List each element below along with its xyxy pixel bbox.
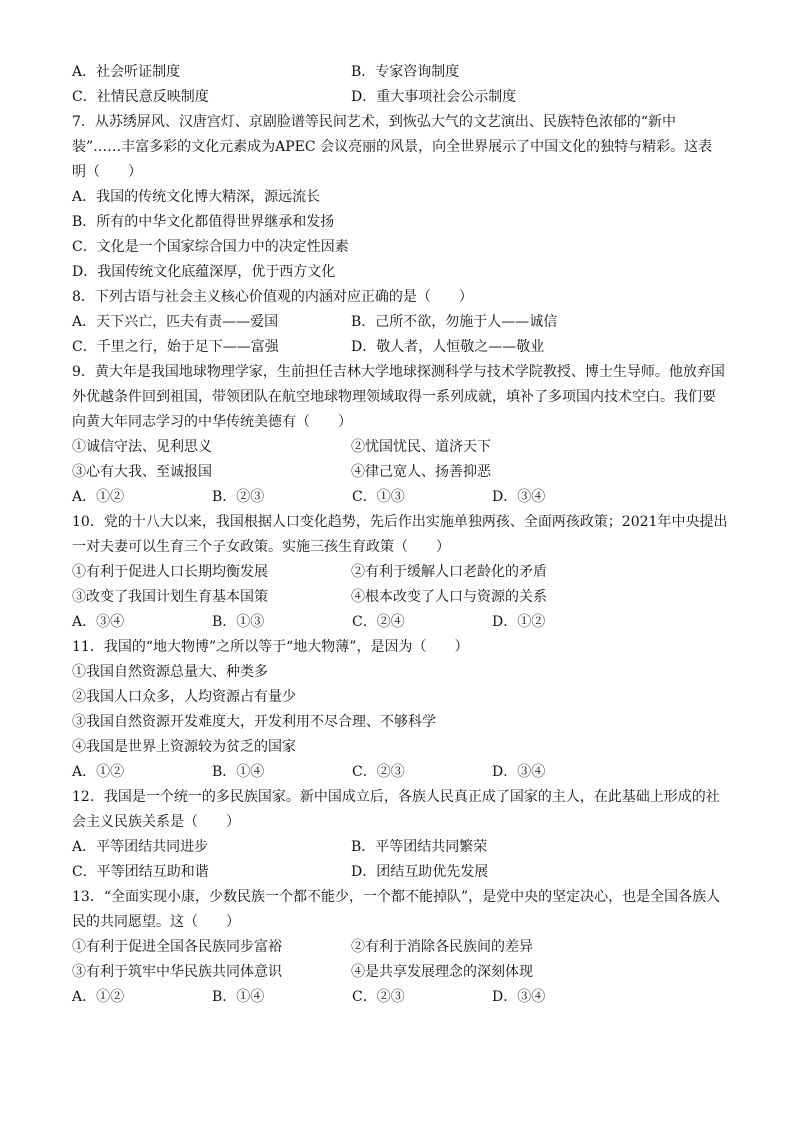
question-stem: 9．黄大年是我国地球物理学家，生前担任吉林大学地球探测科学与技术学院教授、博士生导师。他放弃国 [72,364,725,380]
option-b: B．平等团结共同繁荣 [351,839,488,855]
option-c: C．②③ [352,989,405,1005]
option-a: A．平等团结共同进步 [72,839,209,855]
item-row [72,435,724,460]
question-stem: 明（ ） [72,164,142,180]
option-b: B．专家咨询制度 [351,64,460,80]
item-row [72,935,724,960]
question-13 [72,885,724,1010]
question-7 [72,110,724,285]
item-4: ④我国是世界上资源较为贫乏的国家 [72,739,296,755]
question-9 [72,360,724,510]
question-stem: 7．从苏绣屏风、汉唐宫灯、京剧脸谱等民间艺术，到恢弘大气的文艺演出、民族特色浓郁的“新中 [72,114,677,130]
option-c: C．②③ [352,764,405,780]
option-row [72,985,724,1010]
question-6-options [72,60,724,110]
option-a: A．社会听证制度 [72,64,181,80]
option-c: C．千里之行，始于足下——富强 [72,339,279,355]
exam-page [72,60,728,1010]
item-4: ④根本改变了人口与资源的关系 [351,589,547,605]
question-stem: 13．“全面实现小康，少数民族一个都不能少，一个都不能掉队”，是党中央的坚定决心，也是全国各族人 [72,889,721,905]
option-b: B．①④ [212,989,265,1005]
question-stem: 一对夫妻可以生育三个子女政策。实施三孩生育政策（ ） [72,539,450,555]
question-stem: 10．党的十八大以来，我国根据人口变化趋势，先后作出实施单独两孩、全面两孩政策；2021年中央提出 [72,514,728,530]
option-row [72,335,724,360]
question-stem: 8．下列古语与社会主义核心价值观的内涵对应正确的是（ ） [72,289,473,305]
question-10 [72,510,728,635]
question-stem: 民的共同愿望。这（ ） [72,914,240,930]
item-3: ③有利于筑牢中华民族共同体意识 [72,964,282,980]
item-row [72,960,724,985]
item-2: ②有利于消除各民族间的差异 [351,939,533,955]
option-b: B．①③ [212,614,265,630]
option-b: B．所有的中华文化都值得世界继承和发扬 [72,214,335,230]
question-8 [72,285,724,360]
option-d: D．①② [492,614,546,630]
option-b: B．②③ [212,489,265,505]
question-stem: 会主义民族关系是（ ） [72,814,240,830]
option-b: B．己所不欲，勿施于人——诚信 [351,314,558,330]
question-stem: 12．我国是一个统一的多民族国家。新中国成立后，各族人民真正成了国家的主人，在此基础上形成的社 [72,789,720,805]
option-c: C．社情民意反映制度 [72,89,209,105]
item-3: ③心有大我、至诚报国 [72,464,212,480]
option-d: D．③④ [492,989,546,1005]
question-stem: 11．我国的“地大物博”之所以等于“地大物薄”，是因为（ ） [72,639,469,655]
option-d: D．重大事项社会公示制度 [351,89,517,105]
item-3: ③我国自然资源开发难度大，开发利用不尽合理、不够科学 [72,714,436,730]
option-a: A．天下兴亡，匹夫有责——爱国 [72,314,279,330]
question-stem: 向黄大年同志学习的中华传统美德有（ ） [72,414,352,430]
question-11 [72,635,724,785]
item-3: ③改变了我国计划生育基本国策 [72,589,268,605]
option-row [72,60,724,85]
item-row [72,460,724,485]
item-1: ①诚信守法、见利思义 [72,439,212,455]
option-row [72,610,724,635]
item-row [72,585,724,610]
option-a: A．③④ [72,614,125,630]
option-d: D．我国传统文化底蕴深厚，优于西方文化 [72,264,336,280]
question-stem: 装”……丰富多彩的文化元素成为APEC 会议亮丽的风景，向全世界展示了中国文化的独特与精彩。这表 [72,139,713,155]
item-1: ①有利于促进人口长期均衡发展 [72,564,268,580]
item-4: ④律己宽人、扬善抑恶 [351,464,491,480]
option-row [72,310,724,335]
option-b: B．①④ [212,764,265,780]
option-c: C．①③ [352,489,405,505]
option-c: C．②④ [352,614,405,630]
item-row [72,560,724,585]
question-stem: 外优越条件回到祖国，带领团队在航空地球物理领域取得一系列成就，填补了多项国内技术空白。我们要 [72,389,716,405]
option-d: D．团结互助优先发展 [351,864,489,880]
option-d: D．敬人者，人恒敬之——敬业 [351,339,545,355]
item-2: ②有利于缓解人口老龄化的矛盾 [351,564,547,580]
option-row [72,760,724,785]
option-a: A．①② [72,489,125,505]
option-c: C．平等团结互助和谐 [72,864,209,880]
item-2: ②我国人口众多，人均资源占有量少 [72,689,296,705]
item-4: ④是共享发展理念的深刻体现 [351,964,533,980]
item-1: ①有利于促进全国各民族同步富裕 [72,939,282,955]
option-row [72,485,724,510]
option-row [72,860,724,885]
option-a: A．①② [72,989,125,1005]
question-12 [72,785,724,885]
option-d: D．③④ [492,489,546,505]
option-d: D．③④ [492,764,546,780]
option-a: A．我国的传统文化博大精深，源远流长 [72,189,321,205]
option-c: C．文化是一个国家综合国力中的决定性因素 [72,239,349,255]
option-row [72,835,724,860]
item-2: ②忧国忧民、道济天下 [351,439,491,455]
option-row [72,85,724,110]
option-a: A．①② [72,764,125,780]
item-1: ①我国自然资源总量大、种类多 [72,664,268,680]
